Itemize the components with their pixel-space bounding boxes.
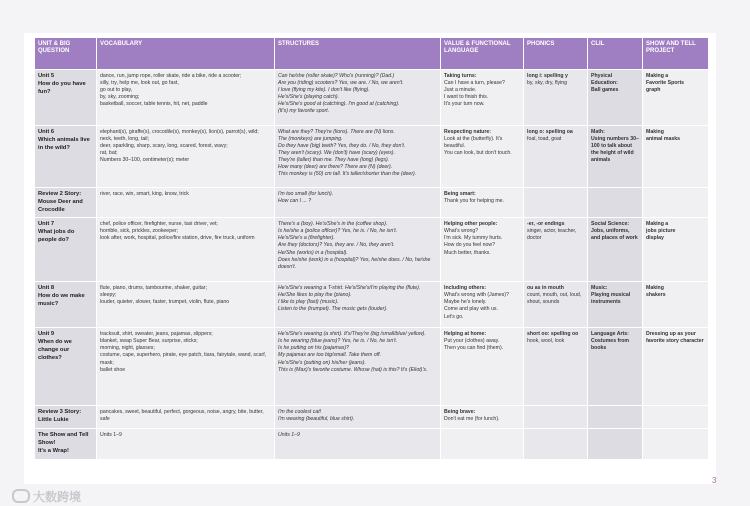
value-cell-line: Maybe he's lonely. [444,299,487,306]
vocabulary-cell [97,126,275,188]
clil-cell-line: Using numbers 30–100 to talk about the height of wild animals [591,136,639,164]
phonics-cell-line: ou as in mouth [527,285,564,292]
value-cell-line: What's wrong with (James)? [444,292,509,299]
phonics-cell-line: by, sky, dry, flying [527,80,568,87]
value-title: Helping other people: [444,221,498,228]
value-cell-line: I want to finish this. [444,94,489,101]
page-number: 3 [712,476,717,485]
phonics-cell-line: short oo: spelling oo [527,331,579,338]
value-cell [441,70,524,126]
structures-cell-line: He's/She's wearing (a shirt). It's/They're (big /small/blue/ yellow). [278,331,426,338]
structures-cell-line: He's/She's good at (catching). I'm good at (catching). [278,101,400,108]
structures-cell-line: I love (flying my kite). I don't like (flying). [278,87,370,94]
value-title: Including others: [444,285,487,292]
unit-cell-line: When do we change our clothes? [38,339,72,361]
vocabulary-cell-line: go out to play, [100,87,133,94]
show-and-tell-cell-line: jobs picture [646,228,676,235]
header-structures: STRUCTURES [275,38,441,70]
vocabulary-cell-line: tracksuit, shirt, sweater, jeans, pajamas, slippers; [100,331,213,338]
structures-cell-line: He/She likes to play the (piano). [278,292,352,299]
value-cell-line: Look at the (butterfly). It's beautiful. [444,136,503,150]
phonics-cell-line: singer, actor, teacher, doctor [527,228,577,242]
watermark-text: 大数跨境 [33,490,82,504]
header-clil: CLIL [588,38,643,70]
vocabulary-cell [97,328,275,406]
vocabulary-cell-line: dance, run, jump rope, roller skate, ride a bike, ride a scooter; [100,73,242,79]
unit-cell-line: Review 3 Story: [38,409,82,416]
vocabulary-cell-line: horrible, sick, prickles, zookeeper; [100,228,179,235]
unit-cell-line: Little Lukie [38,417,69,424]
phonics-cell-line: count, mouth, out, loud, shout, sounds [527,292,582,306]
clil-cell-line: Physical Education: [591,73,618,87]
show-and-tell-cell-line: Dressing up as your favorite story character [646,331,704,345]
clil-cell-line: Music: [591,285,608,292]
vocabulary-cell-line: by, sky, zooming; [100,94,140,101]
vocabulary-cell-line: sleepy; [100,292,117,299]
vocabulary-cell-line: neck, teeth, long, tail; [100,136,150,143]
show-and-tell-cell [643,126,709,188]
watermark [12,488,81,505]
vocabulary-cell-line: flute, piano, drums, tambourine, shaker, guitar; [100,285,207,292]
value-cell-line: Let's go. [444,313,464,320]
structures-cell-line: What are they? They're (lions). There are (N) lions. [278,129,395,135]
phonics-cell [524,406,588,429]
vocabulary-cell [97,429,275,459]
value-cell [441,429,524,459]
phonics-cell [524,282,588,328]
unit-cell-line: The Show and Tell Show! [38,432,89,446]
structures-cell [275,218,441,282]
structures-cell-line: Is he/she a (police officer)? Yes, he is. / No, he isn't. [278,228,398,235]
value-title: Respecting nature: [444,129,491,135]
value-cell-line: How do you feel now? [444,242,496,249]
clil-cell [588,70,643,126]
header-unit: UNIT & BIG QUESTION [35,38,97,70]
phonics-cell-line: foal, toad, goat [527,136,562,143]
structures-cell-line: I'm too small (for lunch). [278,191,334,197]
structures-cell [275,70,441,126]
structures-cell-line: Is he putting on his (pajamas)? [278,345,349,352]
structures-cell-line: I like to play (fast) (music). [278,299,339,306]
value-cell [441,188,524,218]
vocabulary-cell-line: look after, work, hospital, police/fire station, drive, fire truck, uniform [100,235,255,242]
header-show-and-tell: SHOW AND TELL PROJECT [643,38,709,70]
show-and-tell-cell-line: display [646,235,664,242]
structures-cell-line: My pajamas are too big/small. Take them off. [278,352,382,359]
clil-cell [588,218,643,282]
vocabulary-cell-line: river, race, win, smart, king, know, trick [100,191,189,197]
structures-cell-line: He's/She's (putting on) his/her (jeans). [278,359,366,366]
value-cell-line: Don't eat me (for lunch). [444,416,500,423]
vocabulary-cell-line: chef, police officer, firefighter, nurse, taxi driver, vet; [100,221,218,228]
structures-cell [275,328,441,406]
structures-cell [275,406,441,429]
vocabulary-cell-line: Numbers 30–100, centimeter(s); meter [100,157,190,164]
phonics-cell [524,70,588,126]
show-and-tell-cell [643,282,709,328]
show-and-tell-cell-line: shakers [646,292,666,299]
scope-sequence-table [34,37,709,460]
clil-cell [588,429,643,459]
structures-cell [275,188,441,218]
clil-cell-line: Ball games [591,87,619,94]
table-row [35,328,709,406]
vocabulary-cell-line: morning, night, glasses; [100,345,155,352]
vocabulary-cell-line: deer, sparkling, sharp, scary, long, scared, forest, wavy; [100,143,228,150]
header-vocabulary: VOCABULARY [97,38,275,70]
structures-cell-line: This is (Max)'s favorite costume. Whose (hat) is this? It's (Eliot)'s. [278,366,428,373]
structures-cell-line: He's/She's wearing a T-shirt. He's/She's/I'm playing the (flute). [278,285,421,292]
value-cell [441,282,524,328]
structures-cell-line: How can I ... ? [278,198,312,205]
clil-cell [588,406,643,429]
structures-cell-line: He/She (works) in a (hospital). [278,249,348,256]
structures-cell-line: He's/She's (playing catch). [278,94,340,101]
value-title: Being smart: [444,191,476,197]
vocabulary-cell [97,406,275,429]
phonics-cell [524,328,588,406]
header-phonics: PHONICS [524,38,588,70]
show-and-tell-cell-line: graph [646,87,661,94]
structures-cell-line: Can he/she (roller skate)? Who's (running)? (Dad.) [278,73,395,79]
vocabulary-cell-line: costume, cape, superhero, pirate, eye patch, tiara, fairytale, wand, scarf, mask; [100,352,267,366]
structures-cell-line: Units 1–9 [278,432,300,439]
unit-cell-line: What jobs do people do? [38,229,75,244]
unit-cell-line: How do you have fun? [38,80,86,95]
phonics-cell-line: hook, wool, look [527,338,565,345]
value-title: Being brave: [444,409,476,416]
unit-cell [35,188,97,218]
clil-cell-line: Jobs, uniforms, and places of work [591,228,638,242]
structures-cell-line: Listen to the (trumpet). The music gets (louder). [278,306,388,313]
phonics-cell [524,188,588,218]
show-and-tell-cell [643,429,709,459]
table-row [35,218,709,282]
structures-cell-line: I'm the coolest cat! [278,409,322,416]
phonics-cell-line: -er, -or endings [527,221,565,228]
value-cell-line: What's wrong? [444,228,479,235]
value-cell [441,126,524,188]
structures-cell [275,126,441,188]
vocabulary-cell [97,70,275,126]
value-title: Taking turns: [444,73,477,79]
value-cell-line: It's your turn now. [444,101,485,108]
structures-cell-line: Do they have (big) teeth? Yes, they do. / No, they don't. [278,143,406,150]
unit-cell [35,406,97,429]
watermark-logo-icon [12,489,30,503]
unit-cell-line: Review 2 Story: [38,191,82,197]
vocabulary-cell-line: basketball, soccer, table tennis, hit, net, paddle [100,101,208,108]
unit-cell-line: Unit 9 [38,331,55,338]
value-cell-line: Can I have a turn, please? [444,80,505,87]
structures-cell-line: They're (taller) than me. They have (long) (legs). [278,157,390,164]
clil-cell [588,188,643,218]
show-and-tell-cell-line: Making [646,129,664,135]
structures-cell-line: Are they (doctors)? Yes, they are. / No, they aren't. [278,242,395,249]
clil-cell-line: Social Science: [591,221,630,228]
table-row [35,70,709,126]
show-and-tell-cell-line: Making a [646,73,669,79]
show-and-tell-cell [643,218,709,282]
value-cell [441,406,524,429]
show-and-tell-cell-line: Making a [646,221,669,228]
vocabulary-cell [97,282,275,328]
syllabus-page [24,33,716,484]
value-title: Helping at home: [444,331,487,338]
clil-cell-line: Language Arts: [591,331,629,338]
structures-cell-line: Does he/she (work) in a (hospital)? Yes, he/she does. / No, he/she doesn't. [278,256,431,270]
structures-cell-line: He's/She's a (firefighter). [278,235,335,242]
structures-cell-line: They aren't (scary). We (don't) have (scary) (eyes). [278,150,395,157]
unit-cell [35,328,97,406]
table-row [35,406,709,429]
unit-cell [35,429,97,459]
phonics-cell-line: long o: spelling oa [527,129,573,135]
show-and-tell-cell [643,406,709,429]
structures-cell-line: Are you (riding) scooters? Yes, we are. / No, we aren't. [278,80,404,87]
vocabulary-cell-line: elephant(s), giraffe(s), crocodile(s), monkey(s), lion(s), parrot(s), wild; [100,129,259,135]
show-and-tell-cell-line: Favorite Sports [646,80,685,87]
clil-cell [588,328,643,406]
unit-cell-line: How do we make music? [38,293,85,308]
structures-cell-line: This monkey is (50) cm tall. It's taller/shorter than the (deer). [278,171,417,178]
unit-cell-line: Unit 7 [38,221,55,228]
phonics-cell-line: long i: spelling y [527,73,568,79]
vocabulary-cell-line: pancakes, sweet, beautiful, perfect, gorgeous, noise, angry, bite, butter, safe [100,409,264,423]
clil-cell [588,126,643,188]
unit-cell [35,126,97,188]
value-cell-line: Thank you for helping me. [444,198,504,205]
structures-cell-line: How many (deer) are there? There are (N) (deer). [278,164,393,171]
show-and-tell-cell-line: Making [646,285,664,292]
structures-cell [275,429,441,459]
vocabulary-cell-line: silly, try, help me, look out, go fast, [100,80,179,87]
vocabulary-cell-line: blanket, swap Super Bear, surprise, sticks; [100,338,198,345]
unit-cell-line: Which animals live in the wild? [38,136,90,151]
structures-cell-line: (It's) my favorite sport. [278,108,330,115]
show-and-tell-cell [643,70,709,126]
unit-cell-line: Unit 5 [38,73,55,79]
value-cell-line: Then you can find (them). [444,345,504,352]
show-and-tell-cell [643,328,709,406]
value-cell-line: Come and play with us. [444,306,498,313]
show-and-tell-cell [643,188,709,218]
header-row [35,38,709,70]
unit-cell-line: Unit 6 [38,129,55,135]
unit-cell-line: Unit 8 [38,285,55,292]
structures-cell-line: There's a (boy). He's/She's in the (coffee shop). [278,221,388,228]
value-cell-line: Put your (clothes) away. [444,338,500,345]
unit-cell-line: It's a Wrap! [38,447,69,454]
unit-cell [35,70,97,126]
value-cell-line: You can look, but don't touch. [444,150,512,157]
value-cell [441,218,524,282]
structures-cell-line: The (monkeys) are jumping. [278,136,343,143]
vocabulary-cell [97,188,275,218]
clil-cell-line: Costumes from books [591,338,630,352]
vocabulary-cell-line: louder, quieter, slower, faster, trumpet, violin, flute, piano [100,299,230,306]
table-row [35,429,709,459]
show-and-tell-cell-line: animal masks [646,136,681,143]
unit-cell-line: Mouse Deer and Crocodile [38,198,83,213]
unit-cell [35,282,97,328]
table-row [35,188,709,218]
value-cell [441,328,524,406]
value-cell-line: Much better, thanks. [444,249,491,256]
header-value: VALUE & FUNCTIONAL LANGUAGE [441,38,524,70]
clil-cell-line: Math: [591,129,605,135]
vocabulary-cell-line: ballet shoe [100,366,126,373]
value-cell-line: Just a minute. [444,87,477,94]
table-row [35,126,709,188]
structures-cell-line: I'm wearing (beautiful, blue shirt). [278,416,355,423]
vocabulary-cell [97,218,275,282]
clil-cell [588,282,643,328]
clil-cell-line: Playing musical instruments [591,292,631,306]
table-row [35,282,709,328]
vocabulary-cell-line: rat, bat; [100,150,118,157]
unit-cell [35,218,97,282]
structures-cell-line: Is he wearing (blue jeans)? Yes, he is. / No, he isn't. [278,338,398,345]
phonics-cell [524,429,588,459]
value-cell-line: I'm sick. My tummy hurts. [444,235,503,242]
vocabulary-cell-line: Units 1–9 [100,432,122,439]
phonics-cell [524,126,588,188]
phonics-cell [524,218,588,282]
structures-cell [275,282,441,328]
